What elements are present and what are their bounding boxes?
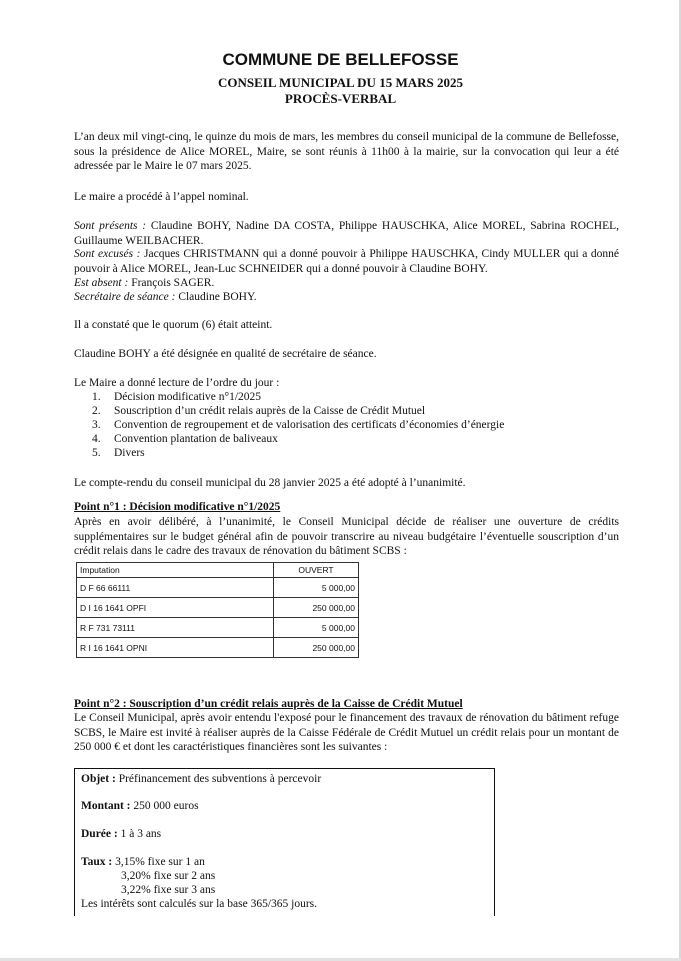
table-cell: 250 000,00	[274, 598, 359, 618]
intro-paragraph: L’an deux mil vingt-cinq, le quinze du mois de mars, les membres du conseil municipal de la commune de Bellefosse, sous la présidence de Alice MOREL, Maire, se sont réunis à 11h00 à la mairie, sur la convocation qui leur a été adressée par le Maire le 07 mars 2025.	[74, 131, 619, 172]
table-cell: D F 66 66111	[77, 578, 274, 598]
montant-line	[81, 799, 199, 813]
objet-label: Objet :	[81, 773, 116, 785]
loan-terms-box	[74, 768, 495, 916]
table-cell: R F 731 73111	[77, 618, 274, 638]
point2-title: Point n°2 : Souscription d’un crédit relais auprès de la Caisse de Crédit Mutuel	[74, 698, 463, 710]
table-cell: 250 000,00	[274, 638, 359, 658]
duree-label: Durée :	[81, 828, 118, 840]
presents-paragraph	[74, 219, 619, 248]
taux-value: 3,15% fixe sur 1 an	[115, 856, 205, 868]
table-cell: 5 000,00	[274, 578, 359, 598]
table-cell: D I 16 1641 OPFI	[77, 598, 274, 618]
absent-line	[74, 276, 619, 291]
agenda-intro: Le Maire a donné lecture de l’ordre du jour :	[74, 377, 280, 389]
agenda-item: 3. Convention de regroupement et de valorisation des certificats d’économies d’énergie	[92, 419, 505, 431]
secretary-designation: Claudine BOHY a été désignée en qualité de secrétaire de séance.	[74, 348, 377, 360]
agenda-item: 1. Décision modificative n°1/2025	[92, 391, 262, 403]
absent-label: Est absent :	[74, 277, 129, 289]
table-header: OUVERT	[274, 563, 359, 578]
table-header-row	[77, 563, 359, 578]
table-header: Imputation	[77, 563, 274, 578]
credit-table	[76, 562, 359, 658]
agenda-item: 4. Convention plantation de baliveaux	[92, 433, 278, 445]
appel-nominal: Le maire a procédé à l’appel nominal.	[74, 191, 249, 203]
compte-rendu-approval: Le compte-rendu du conseil municipal du 28 janvier 2025 a été adopté à l’unanimité.	[74, 477, 466, 489]
session-title: CONSEIL MUNICIPAL DU 15 MARS 2025	[218, 75, 463, 90]
presents-label: Sont présents :	[74, 220, 147, 232]
montant-label: Montant :	[81, 800, 131, 812]
table-row	[77, 638, 359, 658]
commune-title: COMMUNE DE BELLEFOSSE	[222, 50, 459, 69]
excuses-paragraph	[74, 247, 619, 276]
interets-note: Les intérêts sont calculés sur la base 365/365 jours.	[81, 898, 318, 910]
point1-text: Après en avoir délibéré, à l’unanimité, le Conseil Municipal décide de réaliser une ouverture de crédits supplémentaires sur le budget général afin de pouvoir transcrire au niveau budgétaire l’éventuelle souscription d’un crédit relais dans le cadre des travaux de rénovation du bâtiment SCBS :	[74, 516, 619, 557]
table-row	[77, 618, 359, 638]
excuses-label: Sont excusés :	[74, 248, 141, 260]
table-cell: 5 000,00	[274, 618, 359, 638]
agenda-item: 5. Divers	[92, 447, 145, 459]
absent-name: François SAGER.	[131, 277, 215, 289]
objet-line	[81, 772, 321, 786]
table-cell: R I 16 1641 OPNI	[77, 638, 274, 658]
duree-value: 1 à 3 ans	[120, 828, 162, 840]
taux-value: 3,22% fixe sur 3 ans	[121, 884, 216, 896]
quorum-statement: Il a constaté que le quorum (6) était atteint.	[74, 319, 273, 331]
point2-text: Le Conseil Municipal, après avoir entendu l'exposé pour le financement des travaux de rénovation du bâtiment refuge SCBS, le Maire est invité à réaliser auprès de la Caisse Fédérale de Crédit Mutuel un crédit relais pour un montant de 250 000 € et dont les caractéristiques financières sont les suivantes :	[74, 712, 619, 753]
taux-label: Taux :	[81, 856, 113, 868]
secretaire-label: Secrétaire de séance :	[74, 291, 176, 303]
excuses-names: Jacques CHRISTMANN qui a donné pouvoir à Philippe HAUSCHKA, Cindy MULLER qui a donné pouvoir à Alice MOREL, Jean-Luc SCHNEIDER qui a donné pouvoir à Claudine BOHY.	[74, 248, 619, 275]
presents-names: Claudine BOHY, Nadine DA COSTA, Philippe HAUSCHKA, Alice MOREL, Sabrina ROCHEL, Guillaume WEILBACHER.	[74, 220, 619, 247]
secretaire-line	[74, 290, 619, 305]
objet-value: Préfinancement des subventions à percevoir	[118, 773, 322, 785]
taux-value: 3,20% fixe sur 2 ans	[121, 870, 216, 882]
duree-line	[81, 827, 161, 841]
agenda-item: 2. Souscription d’un crédit relais auprès de la Caisse de Crédit Mutuel	[92, 405, 426, 417]
document-type: PROCÈS-VERBAL	[284, 91, 397, 106]
table-row	[77, 578, 359, 598]
table-row	[77, 598, 359, 618]
taux-line	[81, 855, 205, 869]
point1-title: Point n°1 : Décision modificative n°1/2025	[74, 501, 281, 513]
secretaire-name: Claudine BOHY.	[178, 291, 257, 303]
montant-value: 250 000 euros	[133, 800, 199, 812]
